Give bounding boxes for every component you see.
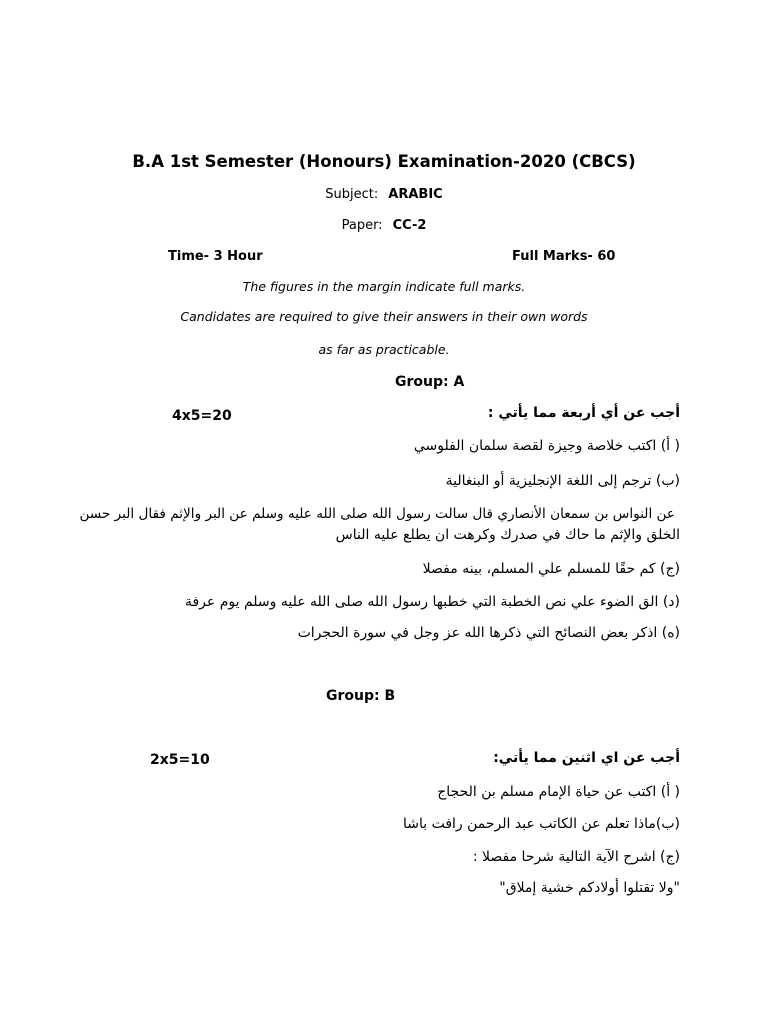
subject-value: ARABIC [388, 187, 443, 202]
group-b-verse: "ولا تقتلوا أولادكم خشية إملاق" [499, 880, 680, 896]
group-a-question-a: ( أ) اكتب خلاصة وجيزة لقصة سلمان الفلوسي [413, 438, 680, 454]
note-own-words: Candidates are required to give their answers in their own words [180, 309, 588, 324]
group-a-question-e: (ه) اذكر بعض النصائح التي ذكرها الله عز وجل في سورة الحجرات [297, 625, 680, 641]
group-a-instruction: أجب عن أي أربعة مما يأتي : [487, 405, 680, 421]
group-a-marks: 4x5=20 [172, 408, 232, 424]
group-b-question-c: (ج) اشرح الآية التالية شرحا مفصلا : [472, 849, 680, 865]
group-b-title: Group: B [326, 688, 396, 704]
subject-line [0, 187, 768, 202]
group-b-instruction: أجب عن اي اثنين مما يأتي: [493, 750, 680, 766]
group-a-question-b: (ب) ترجم إلى اللغة الإنجليزية أو البنغالية [445, 473, 680, 489]
group-b-question-b: (ب)ماذا تعلم عن الكاتب عبد الرحمن رافت باشا [402, 816, 680, 832]
time-allowed: Time- 3 Hour [168, 249, 263, 264]
paper-line [0, 218, 768, 233]
group-b-marks: 2x5=10 [150, 752, 210, 768]
group-a-question-d: (د) الق الضوء علي نص الخطبة التي خطبها رسول الله صلى الله عليه وسلم يوم عرفة [184, 594, 680, 610]
full-marks: Full Marks- 60 [512, 249, 616, 264]
note-margin-marks: The figures in the margin indicate full marks. [242, 279, 526, 294]
passage-line-2: الخلق والإثم ما حاك في صدرك وكرهت ان يطلع عليه الناس [335, 527, 680, 543]
note-practicable: as far as practicable. [318, 342, 450, 357]
group-b-question-a: ( أ) اكتب عن حياة الإمام مسلم بن الحجاج [437, 784, 680, 800]
paper-label: Paper: [341, 218, 383, 233]
subject-label: Subject: [325, 187, 379, 202]
paper-value: CC-2 [392, 218, 427, 233]
exam-title: B.A 1st Semester (Honours) Examination-2020 (CBCS) [132, 152, 636, 171]
group-a-title: Group: A [395, 374, 465, 390]
group-a-question-c: (ج) كم حقًا للمسلم علي المسلم، بينه مفصلا [422, 561, 680, 577]
passage-line-1: عن النواس بن سمعان الأنصاري قال سالت رسول الله صلى الله عليه وسلم عن البر والإثم فقال البر حسن [79, 506, 675, 522]
